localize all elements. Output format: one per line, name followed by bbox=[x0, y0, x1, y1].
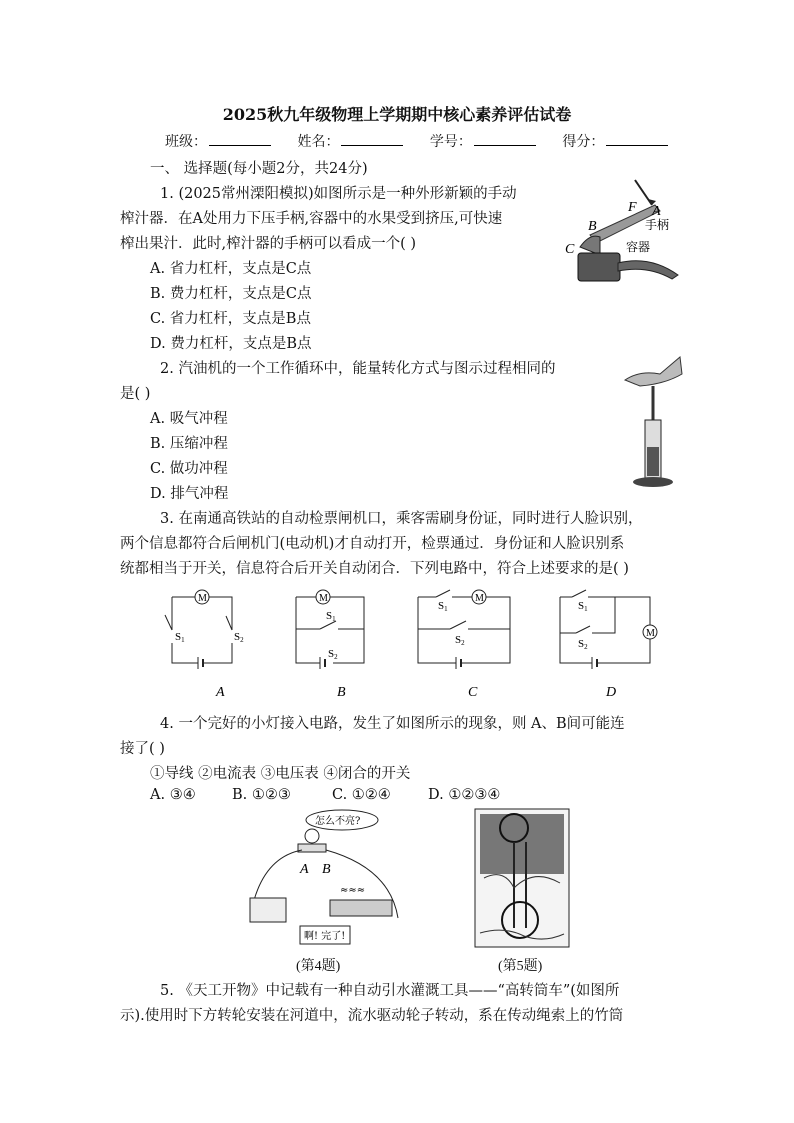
battery-icon bbox=[330, 900, 392, 916]
caption-fig5: (第5题) bbox=[498, 959, 543, 974]
score-blank bbox=[606, 131, 668, 146]
class-label: 班级： bbox=[165, 134, 207, 150]
circuit-label-b: B bbox=[337, 685, 346, 700]
q4-line2: 接了( ) bbox=[120, 741, 165, 757]
label-handle: 手柄 bbox=[645, 218, 670, 232]
circuit-c bbox=[418, 590, 510, 700]
student-info-row bbox=[165, 131, 690, 151]
svg-text:S1: S1 bbox=[326, 610, 336, 623]
q2-option-a: A. 吸气冲程 bbox=[150, 411, 228, 427]
figure-4 bbox=[240, 808, 405, 953]
circuit-options bbox=[150, 585, 670, 705]
bulb-icon bbox=[305, 829, 319, 843]
svg-text:≈≈≈: ≈≈≈ bbox=[340, 885, 366, 896]
meter-icon bbox=[250, 898, 286, 922]
q1-line1: 1. (2025常州溧阳模拟)如图所示是一种外形新颖的手动 bbox=[160, 186, 517, 202]
juicer-figure bbox=[560, 175, 690, 295]
q1-line2: 榨汁器．在A处用力下压手柄,容器中的水果受到挤压,可快速 bbox=[120, 211, 503, 227]
svg-text:A: A bbox=[300, 862, 309, 877]
page-title: 2025秋九年级物理上学期期中核心素养评估试卷 bbox=[222, 105, 572, 124]
q2-option-d: D. 排气冲程 bbox=[150, 486, 229, 502]
q1-line3: 榨出果汁．此时,榨汁器的手柄可以看成一个( ) bbox=[120, 236, 417, 252]
q3-line3: 统都相当于开关，信息符合后开关自动闭合．下列电路中，符合上述要求的是( ) bbox=[120, 561, 629, 577]
caption-fig4: (第4题) bbox=[296, 959, 341, 974]
label-c: C bbox=[565, 242, 575, 257]
q1-option-b: B. 费力杠杆，支点是C点 bbox=[150, 286, 312, 302]
q4-option-b: B. ①②③ bbox=[232, 787, 291, 803]
q4-line1: 4. 一个完好的小灯接入电路，发生了如图所示的现象，则 A、B间可能连 bbox=[160, 716, 625, 732]
score-label: 得分： bbox=[562, 134, 605, 150]
q2-line2: 是( ) bbox=[120, 386, 151, 402]
label-b: B bbox=[588, 219, 597, 234]
svg-text:S2: S2 bbox=[455, 634, 465, 647]
name-blank bbox=[341, 131, 403, 146]
q4-option-a: A. ③④ bbox=[150, 787, 196, 803]
q2-line1: 2. 汽油机的一个工作循环中，能量转化方式与图示过程相同的 bbox=[160, 361, 556, 377]
circuit-label-a: A bbox=[216, 685, 225, 700]
label-container: 容器 bbox=[626, 240, 651, 254]
svg-text:B: B bbox=[322, 862, 331, 877]
q5-line2: 示).使用时下方转轮安装在河道中，流水驱动轮子转动，系在传动绳索上的竹筒 bbox=[120, 1008, 624, 1024]
q3-line1: 3. 在南通高铁站的自动检票闸机口，乘客需刷身份证，同时进行人脸识别， bbox=[160, 511, 643, 527]
circuit-label-c: C bbox=[468, 685, 478, 700]
svg-text:S1: S1 bbox=[438, 600, 448, 613]
circuit-d bbox=[560, 590, 657, 700]
circuit-b bbox=[296, 590, 364, 700]
q4-option-d: D. ①②③④ bbox=[428, 787, 501, 803]
svg-text:S2: S2 bbox=[234, 631, 244, 644]
q1-option-c: C. 省力杠杆，支点是B点 bbox=[150, 311, 311, 327]
svg-text:S2: S2 bbox=[578, 638, 588, 651]
bubble-top-text: 怎么不亮? bbox=[315, 816, 361, 827]
svg-text:S1: S1 bbox=[578, 600, 588, 613]
q2-option-c: C. 做功冲程 bbox=[150, 461, 228, 477]
q4-items: ①导线 ②电流表 ③电压表 ④闭合的开关 bbox=[150, 766, 411, 782]
svg-text:S2: S2 bbox=[328, 648, 338, 661]
circuit-a bbox=[165, 590, 244, 700]
q2-option-b: B. 压缩冲程 bbox=[150, 436, 228, 452]
id-label: 学号： bbox=[429, 134, 472, 150]
section-heading: 一、 选择题(每小题2分，共24分) bbox=[150, 161, 368, 177]
circuit-label-d: D bbox=[606, 685, 617, 700]
air-piston-figure bbox=[620, 352, 685, 492]
svg-text:M: M bbox=[646, 628, 655, 639]
q5-line1: 5. 《天工开物》中记载有一种自动引水灌溉工具——“高转筒车”(如图所 bbox=[160, 983, 620, 999]
svg-text:M: M bbox=[319, 593, 328, 604]
name-label: 姓名： bbox=[297, 134, 340, 150]
q1-option-a: A. 省力杠杆，支点是C点 bbox=[150, 261, 312, 277]
id-blank bbox=[474, 131, 536, 146]
svg-text:M: M bbox=[198, 593, 207, 604]
bubble-bottom-text: 啊! 完了! bbox=[304, 931, 346, 942]
q3-line2: 两个信息都符合后闸机门(电动机)才自动打开，检票通过．身份证和人脸识别系 bbox=[120, 536, 625, 552]
q4-option-c: C. ①②④ bbox=[332, 787, 391, 803]
figure-5 bbox=[474, 808, 570, 948]
svg-text:M: M bbox=[475, 593, 484, 604]
label-a: A bbox=[652, 204, 661, 219]
label-f: F bbox=[628, 200, 637, 215]
class-blank bbox=[209, 131, 271, 146]
q1-option-d: D. 费力杠杆，支点是B点 bbox=[150, 336, 312, 352]
svg-text:S1: S1 bbox=[175, 631, 185, 644]
